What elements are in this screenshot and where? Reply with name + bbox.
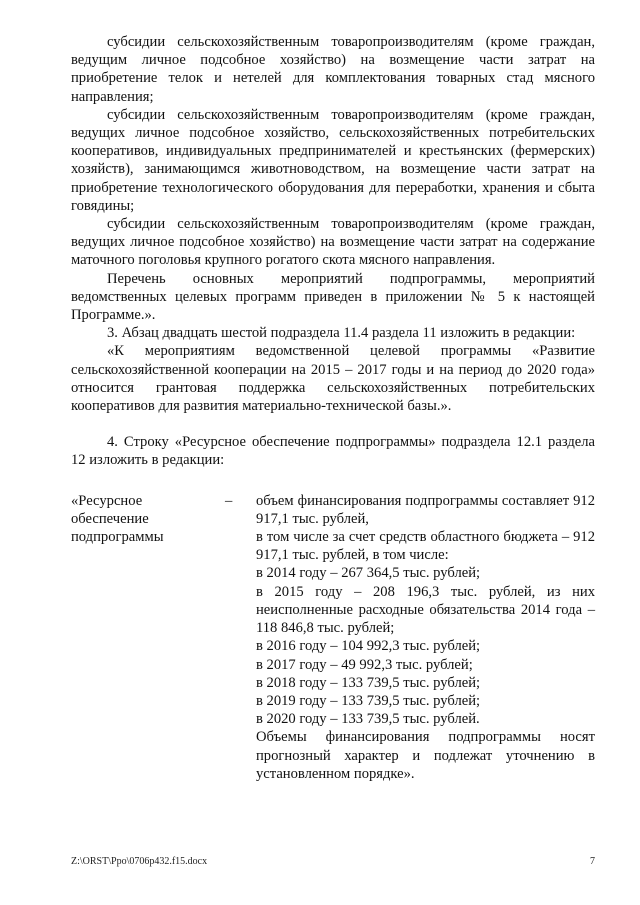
funding-total: объем финансирования подпрограммы составляет 912 917,1 тыс. рублей, (256, 492, 595, 527)
resource-label: «Ресурсное обеспечение подпрограммы (71, 492, 164, 546)
paragraph-subsidy-heifers: субсидии сельскохозяйственным товаропроизводителям (кроме граждан, ведущим личное подсобное хозяйство) на возмещение части затрат на приобретение телок и нетелей для комплектования товарных стад мясного направления; (71, 34, 595, 105)
paragraph-item-4: 4. Строку «Ресурсное обеспечение подпрограммы» подраздела 12.1 раздела 12 изложить в редакции: (71, 434, 595, 469)
paragraph-subsidy-equipment: субсидии сельскохозяйственным товаропроизводителям (кроме граждан, ведущих личное подсобное хозяйство, сельскохозяйственных потребительских кооперативов, индивидуальных предпринимателей и крестьянских (фермерских) хозяйств), занимающимся животноводством, на возмещение части затрат на приобретение технологического оборудования для переработки, хранения и сбыта говядины; (71, 106, 595, 214)
funding-2015: в 2015 году – 208 196,3 тыс. рублей, из них неисполненные расходные обязательства 2014 года – 118 846,8 тыс. рублей; (256, 583, 595, 637)
resource-value-cell (241, 492, 595, 783)
resource-dash: – (225, 492, 233, 509)
funding-2018: в 2018 году – 133 739,5 тыс. рублей; (256, 674, 481, 691)
funding-2017: в 2017 году – 49 992,3 тыс. рублей; (256, 656, 473, 673)
resource-label-cell (71, 492, 241, 783)
funding-2019: в 2019 году – 133 739,5 тыс. рублей; (256, 692, 481, 709)
funding-regional-budget: в том числе за счет средств областного бюджета – 912 917,1 тыс. рублей, в том числе: (256, 529, 595, 564)
funding-2020: в 2020 году – 133 739,5 тыс. рублей. (256, 711, 480, 728)
document-body (71, 33, 595, 783)
page-number: 7 (590, 856, 595, 867)
paragraph-list-of-measures: Перечень основных мероприятий подпрограммы, мероприятий ведомственных целевых программ приведен в приложении № 5 к настоящей Программе.». (71, 270, 595, 324)
spacer (71, 415, 595, 433)
footer-file-path: Z:\ORST\Ppo\0706p432.f15.docx (71, 856, 208, 867)
page-footer (71, 856, 595, 868)
funding-2014: в 2014 году – 267 364,5 тыс. рублей; (256, 565, 481, 582)
funding-2016: в 2016 году – 104 992,3 тыс. рублей; (256, 638, 481, 655)
paragraph-subsidy-livestock: субсидии сельскохозяйственным товаропроизводителям (кроме граждан, ведущих личное подсобное хозяйство) на возмещение части затрат на содержание маточного поголовья крупного рогатого скота мясного направления. (71, 216, 595, 269)
resource-table-row (71, 492, 595, 783)
paragraph-cooperation-program: «К мероприятиям ведомственной целевой программы «Развитие сельскохозяйственной кооперации на 2015 – 2017 годы и на период до 2020 года» относится грантовая поддержка сельскохозяйственных потребительских кооперативов для развития материально-технической базы.». (71, 343, 595, 415)
paragraph-item-3: 3. Абзац двадцать шестой подраздела 11.4 раздела 11 изложить в редакции: (107, 325, 576, 342)
funding-note: Объемы финансирования подпрограммы носят прогнозный характер и подлежат уточнению в установленном порядке». (256, 729, 595, 782)
